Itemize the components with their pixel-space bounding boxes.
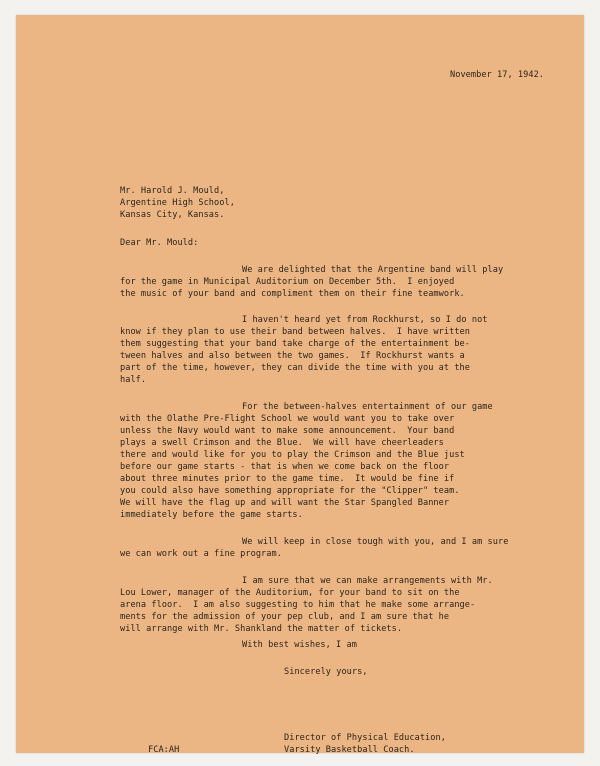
salutation: Dear Mr. Mould: [120,238,199,248]
recipient-name: Mr. Harold J. Mould, [120,186,225,196]
paragraph-1-line-3: the music of your band and compliment them on their fine teamwork. [120,289,465,299]
paragraph-3-line-7: about three minutes prior to the game time. It would be fine if [120,474,455,484]
signature-title-2: Varsity Basketball Coach. [284,745,415,755]
paragraph-3-line-3: unless the Navy would want to make some announcement. Your band [120,426,455,436]
closing-line: With best wishes, I am [242,640,357,650]
paragraph-3-line-2: with the Olathe Pre-Flight School we would want you to take over [120,414,455,424]
paragraph-3-line-6: before our game starts - that is when we come back on the floor [120,462,450,472]
paragraph-1-line-1: We are delighted that the Argentine band will play [242,265,504,275]
typist-initials: FCA:AH [148,745,180,755]
paragraph-5-line-2: Lou Lower, manager of the Auditorium, for your band to sit on the [120,588,460,598]
recipient-city: Kansas City, Kansas. [120,210,225,220]
paragraph-3-line-4: plays a swell Crimson and the Blue. We will have cheerleaders [120,438,444,448]
paragraph-5-line-1: I am sure that we can make arrangements with Mr. [242,576,493,586]
paragraph-4-line-1: We will keep in close tough with you, and I am sure [242,537,509,547]
paragraph-2-line-3: them suggesting that your band take charge of the entertainment be- [120,339,470,349]
recipient-school: Argentine High School, [120,198,235,208]
complimentary-close: Sincerely yours, [284,667,368,677]
letter-page [16,15,584,753]
paragraph-3-line-5: there and would like for you to play the Crimson and the Blue just [120,450,465,460]
letter-date: November 17, 1942. [450,70,545,80]
paragraph-3-line-1: For the between-halves entertainment of our game [242,402,493,412]
paragraph-2-line-2: know if they plan to use their band between halves. I have written [120,327,470,337]
paragraph-2-line-4: tween halves and also between the two games. If Rockhurst wants a [120,351,465,361]
paragraph-1-line-2: for the game in Municipal Auditorium on December 5th. I enjoyed [120,277,455,287]
paragraph-3-line-10: immediately before the game starts. [120,510,303,520]
signature-title-1: Director of Physical Education, [284,733,446,743]
paragraph-2-line-5: part of the time, however, they can divide the time with you at the [120,363,470,373]
paragraph-2-line-1: I haven't heard yet from Rockhurst, so I do not [242,315,488,325]
paragraph-3-line-9: We will have the flag up and will want the Star Spangled Banner [120,498,450,508]
paragraph-5-line-3: arena floor. I am also suggesting to him that he make some arrange- [120,600,476,610]
paragraph-3-line-8: you could also have something appropriate for the "Clipper" team. [120,486,460,496]
paragraph-5-line-5: will arrange with Mr. Shankland the matter of tickets. [120,624,403,634]
paragraph-2-line-6: half. [120,375,147,385]
paragraph-5-line-4: ments for the admission of your pep club, and I am sure that he [120,612,450,622]
paragraph-4-line-2: we can work out a fine program. [120,549,282,559]
